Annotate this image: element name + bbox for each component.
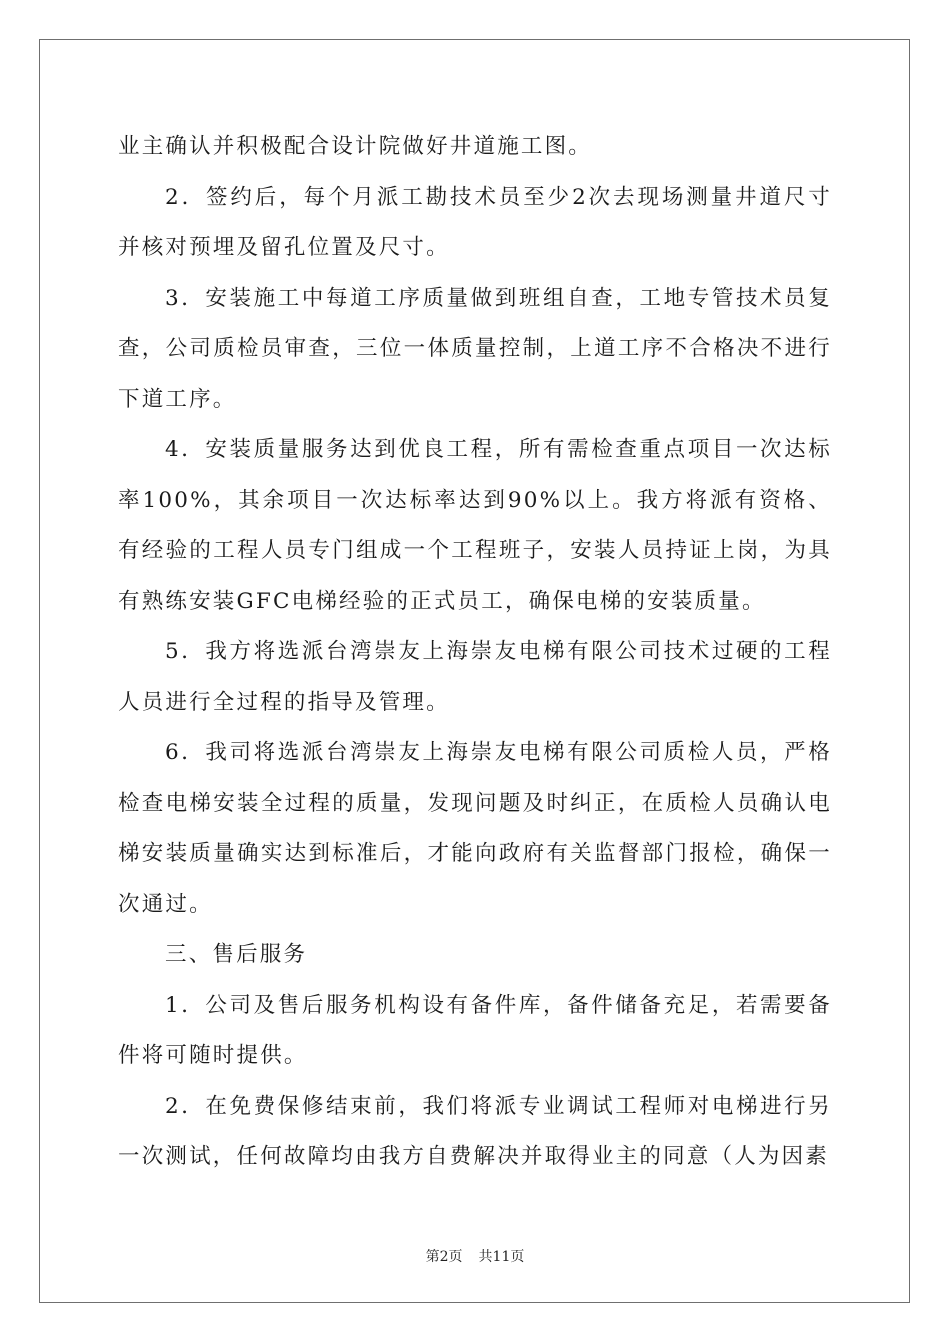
page-number: 第2页 [425, 1249, 463, 1265]
paragraph: 2．在免费保修结束前，我们将派专业调试工程师对电梯进行另一次测试，任何故障均由我方自费解决并取得业主的同意（人为因素 [118, 1093, 832, 1169]
paragraph: 业主确认并积极配合设计院做好井道施工图。 [118, 134, 593, 159]
document-body [118, 122, 832, 1183]
paragraph: 6．我司将选派台湾崇友上海崇友电梯有限公司质检人员，严格检查电梯安装全过程的质量，发现问题及时纠正，在质检人员确认电梯安装质量确实达到标准后，才能向政府有关监督部门报检，确保一次通过。 [118, 740, 832, 917]
paragraph: 5．我方将选派台湾崇友上海崇友电梯有限公司技术过硬的工程人员进行全过程的指导及管理。 [118, 639, 832, 715]
paragraph: 2．签约后，每个月派工勘技术员至少2次去现场测量井道尺寸并核对预埋及留孔位置及尺寸。 [118, 184, 832, 260]
paragraph: 3．安装施工中每道工序质量做到班组自查，工地专管技术员复查，公司质检员审查，三位一体质量控制，上道工序不合格决不进行下道工序。 [118, 285, 832, 412]
paragraph: 4．安装质量服务达到优良工程，所有需检查重点项目一次达标率100%，其余项目一次达标率达到90%以上。我方将派有资格、有经验的工程人员专门组成一个工程班子，安装人员持证上岗，为具有熟练安装GFC电梯经验的正式员工，确保电梯的安装质量。 [118, 437, 832, 614]
page-total: 共11页 [478, 1249, 525, 1265]
section-heading: 三、售后服务 [165, 942, 308, 967]
paragraph: 1．公司及售后服务机构设有备件库，备件储备充足，若需要备件将可随时提供。 [118, 992, 832, 1068]
page-footer [0, 1246, 950, 1266]
